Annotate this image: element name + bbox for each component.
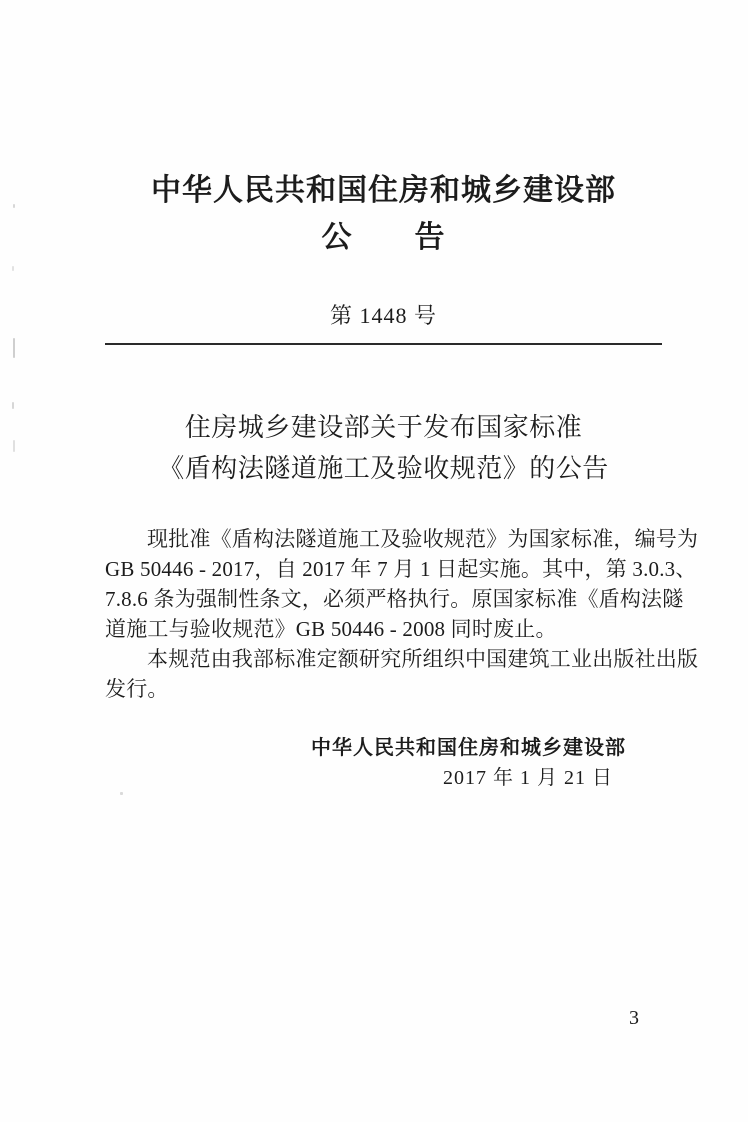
body-paragraph1-line3: 7.8.6 条为强制性条文，必须严格执行。原国家标准《盾构法隧 bbox=[105, 587, 684, 611]
issuing-authority-signature: 中华人民共和国住房和城乡建设部 bbox=[311, 737, 626, 759]
announcement-title-line1: 住房城乡建设部关于发布国家标准 bbox=[184, 413, 583, 442]
issue-date: 2017 年 1 月 21 日 bbox=[443, 767, 613, 789]
scan-noise-mark bbox=[12, 266, 14, 271]
scan-noise-mark bbox=[120, 792, 123, 795]
announcement-number: 第 1448 号 bbox=[329, 303, 437, 328]
scan-noise-mark bbox=[13, 338, 15, 358]
announcement-body bbox=[105, 524, 699, 704]
scan-noise-mark bbox=[13, 204, 15, 208]
body-paragraph1-line4: 道施工与验收规范》GB 50446 - 2008 同时废止。 bbox=[105, 617, 557, 641]
horizontal-rule bbox=[105, 343, 662, 345]
scan-noise-mark bbox=[12, 402, 14, 409]
body-paragraph1-line2: GB 50446 - 2017，自 2017 年 7 月 1 日起实施。其中，第 3.0.3、 bbox=[105, 557, 697, 581]
page-number: 3 bbox=[629, 1007, 639, 1029]
scan-noise-mark bbox=[13, 440, 15, 452]
announcement-content bbox=[105, 0, 699, 1122]
announcement-header-line1: 中华人民共和国住房和城乡建设部 bbox=[151, 174, 616, 207]
body-paragraph2-line1: 本规范由我部标准定额研究所组织中国建筑工业出版社出版 bbox=[147, 647, 699, 671]
announcement-header-line2: 公 告 bbox=[321, 221, 446, 254]
body-paragraph1-line1: 现批准《盾构法隧道施工及验收规范》为国家标准，编号为 bbox=[147, 527, 699, 551]
announcement-title-line2: 《盾构法隧道施工及验收规范》的公告 bbox=[158, 454, 609, 483]
body-paragraph2-line2: 发行。 bbox=[105, 677, 169, 701]
